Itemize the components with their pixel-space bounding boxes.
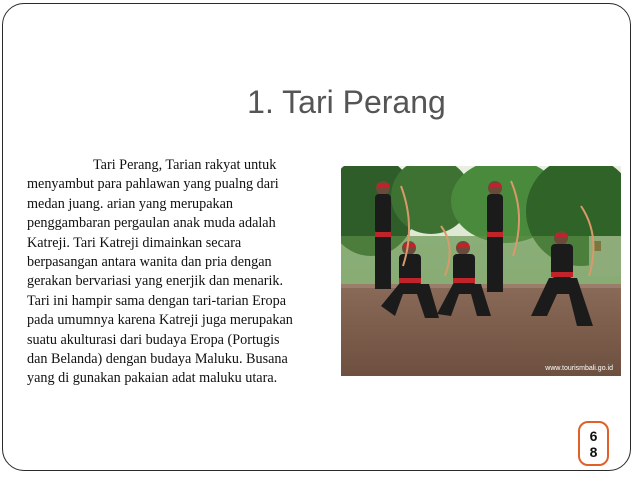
- paragraph-line: Tari Perang, Tarian rakyat untuk: [93, 157, 277, 173]
- paragraph-line: suatu akulturasi dari budaya Eropa (Portugis: [27, 331, 280, 348]
- paragraph-line: Katreji. Tari Katreji dimainkan secara: [27, 234, 242, 251]
- photo-watermark: www.tourismbali.go.id: [545, 365, 613, 372]
- page-number-digit: 8: [589, 443, 598, 460]
- paragraph-line: berpasangan antara wanita dan pria dengan: [27, 254, 272, 271]
- paragraph-line: menyambut para pahlawan yang pualng dari: [27, 176, 279, 193]
- page-number-digit: 6: [589, 427, 598, 444]
- slide-frame: [2, 3, 631, 471]
- paragraph-line: gerakan bervariasi yang enerjik dan menarik.: [27, 273, 284, 290]
- page-number-badge: [578, 421, 609, 466]
- slide-title: 1. Tari Perang: [247, 84, 446, 120]
- paragraph-line: pada umumnya karena Katreji juga merupakan: [27, 312, 293, 329]
- dance-photo: [341, 166, 621, 376]
- paragraph-line: Tari ini hampir sama dengan tari-tarian Eropa: [27, 292, 287, 309]
- paragraph-line: yang di gunakan pakaian adat maluku utara.: [27, 370, 278, 387]
- paragraph-line: penggambaran pergaulan anak muda adalah: [27, 215, 276, 232]
- slide-body-text: [27, 156, 327, 389]
- paragraph-line: medan juang. arian yang merupakan: [27, 195, 234, 212]
- paragraph-line: dan Belanda) dengan budaya Maluku. Busana: [27, 351, 288, 368]
